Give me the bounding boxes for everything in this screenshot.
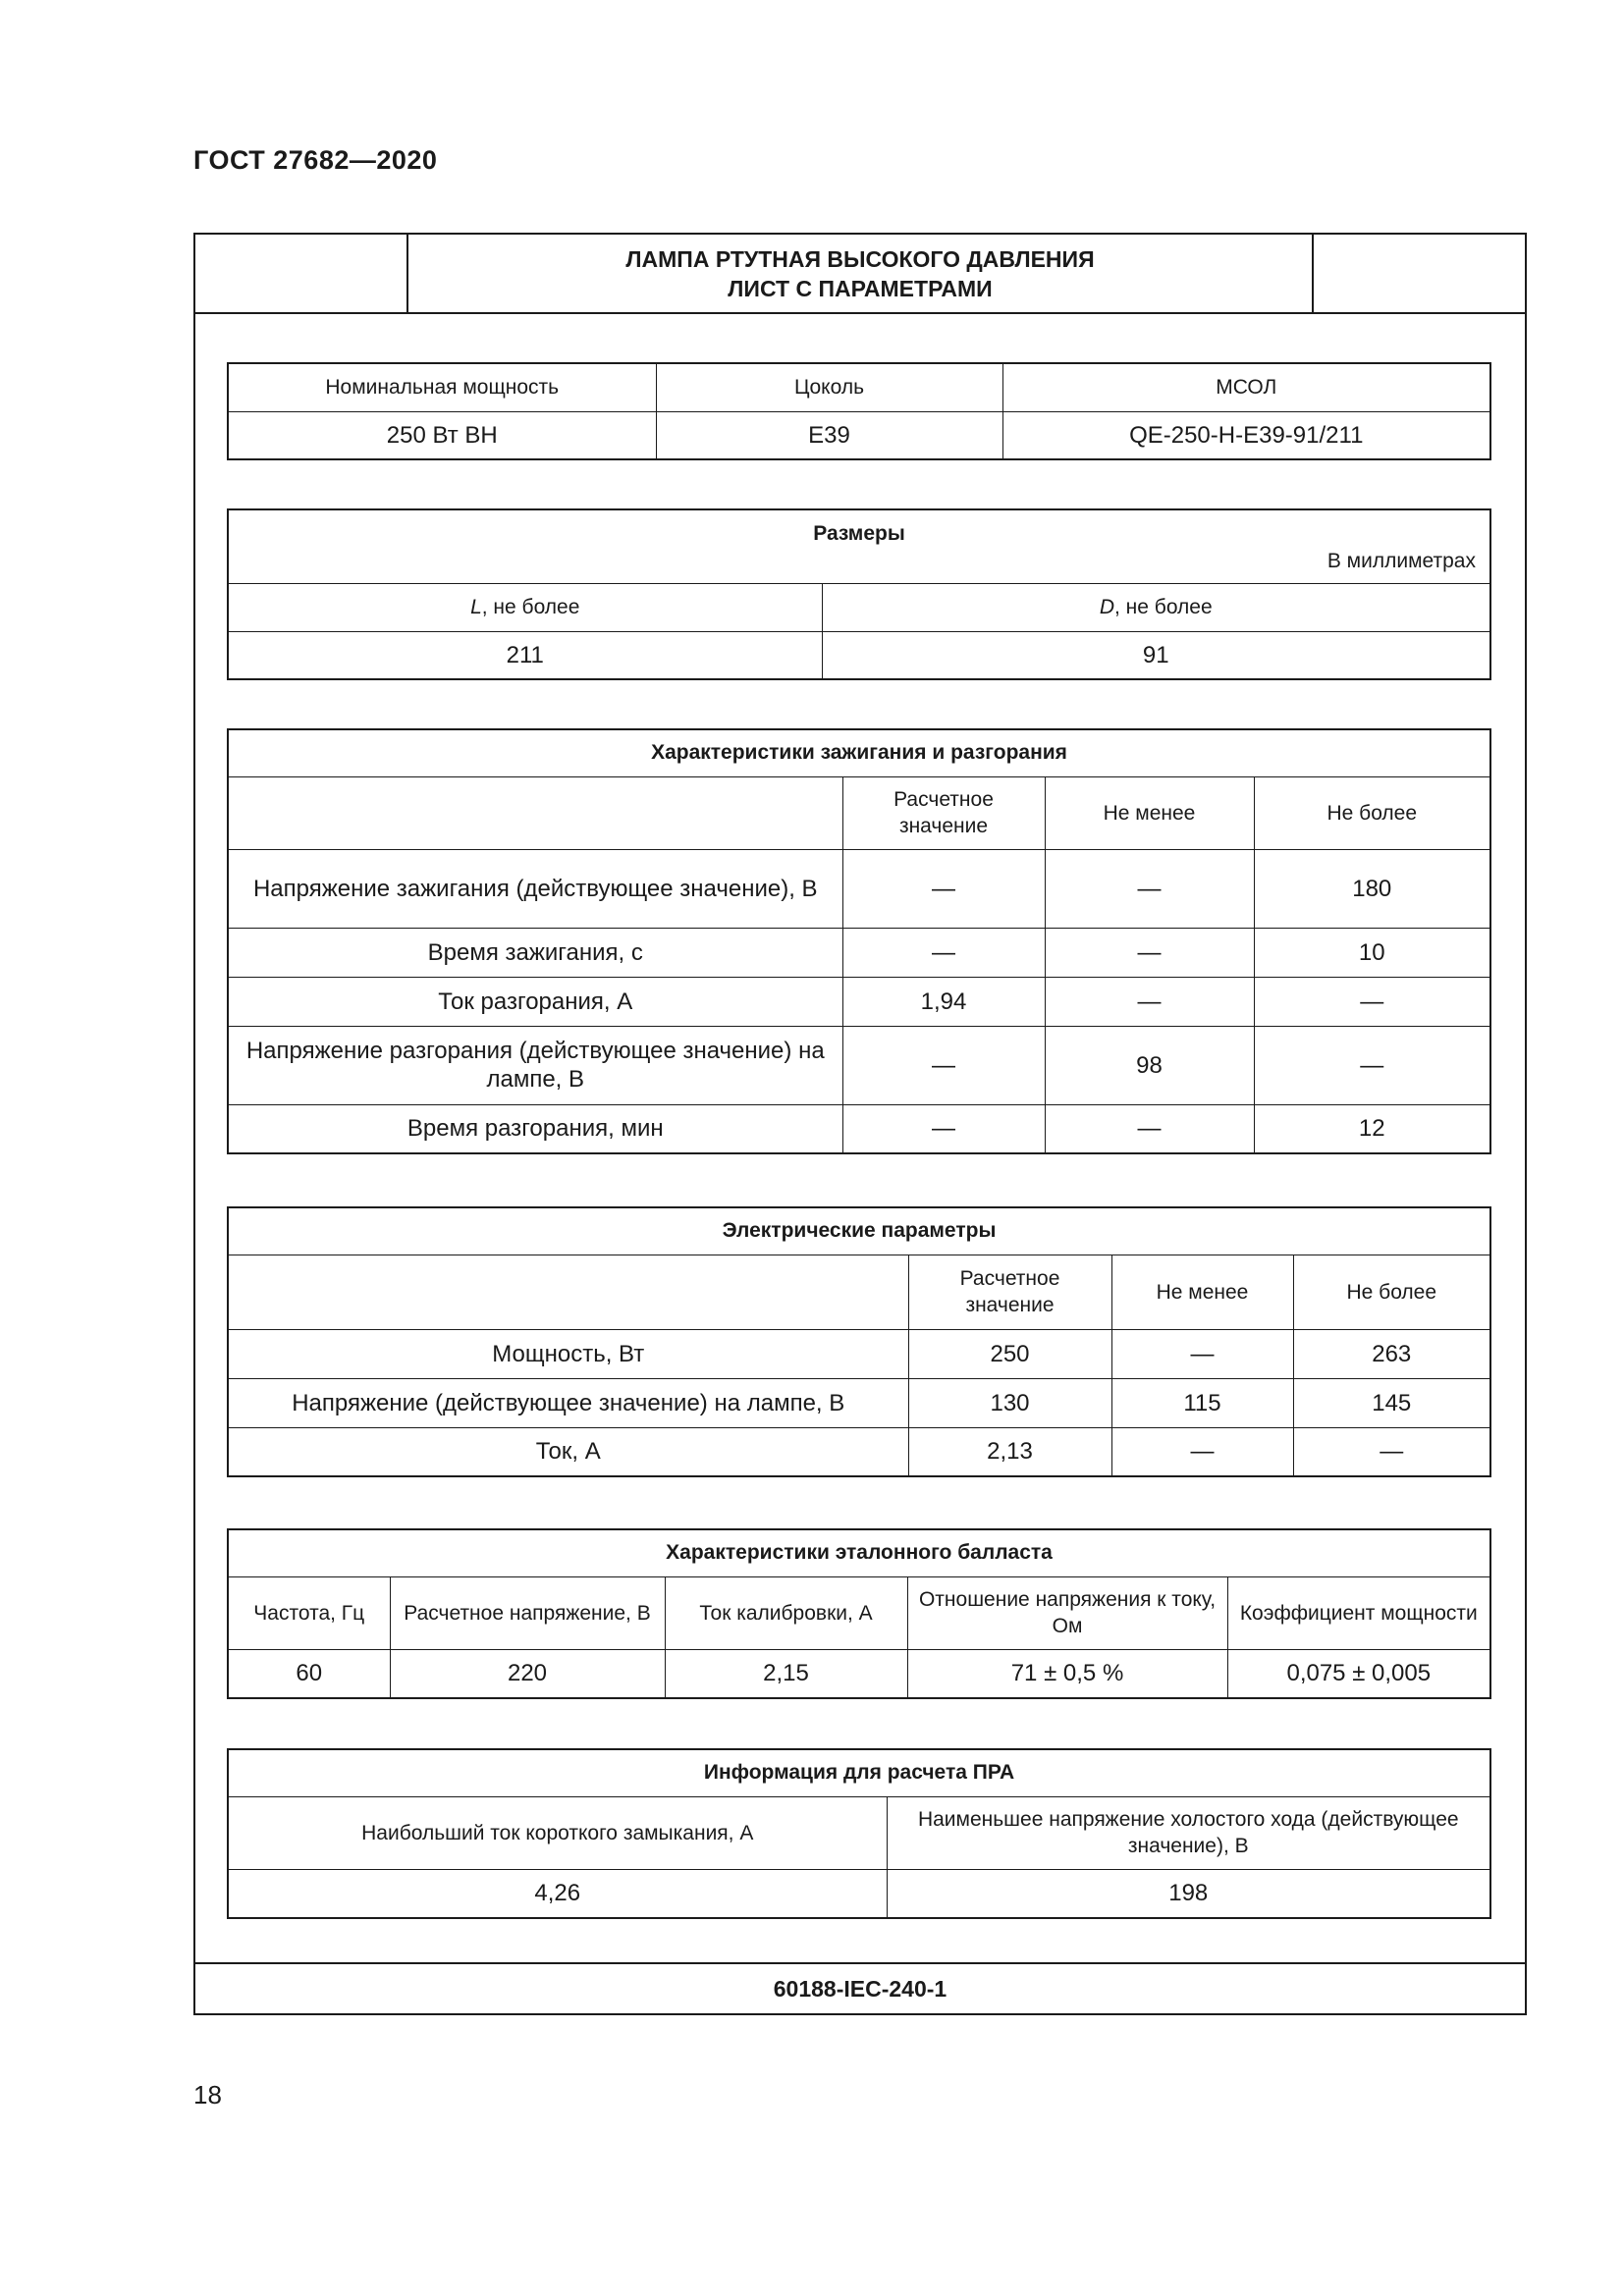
value-cell: 263: [1293, 1329, 1490, 1378]
header-cell: Цоколь: [656, 363, 1002, 411]
header-cell: [822, 583, 1490, 631]
table-caption: Характеристики зажигания и разгорания: [228, 729, 1490, 776]
table-row: [228, 583, 1490, 631]
value-cell: —: [842, 849, 1045, 928]
header-cell: Наибольший ток короткого замыкания, А: [228, 1796, 887, 1869]
value-cell: —: [1111, 1329, 1293, 1378]
value-cell: —: [1293, 1427, 1490, 1476]
table-caption: Электрические параметры: [228, 1207, 1490, 1255]
value-cell: —: [1254, 1026, 1490, 1104]
ignition-table: [227, 728, 1491, 1154]
value-cell: 2,15: [665, 1649, 907, 1698]
value-cell: 211: [228, 631, 822, 679]
parameter-sheet: [193, 233, 1527, 2015]
header-cell: Не более: [1293, 1255, 1490, 1329]
value-cell: 4,26: [228, 1869, 887, 1918]
table-row: [228, 631, 1490, 679]
lamp-identification-table: [227, 362, 1491, 460]
table-row: [228, 509, 1490, 583]
value-cell: 60: [228, 1649, 390, 1698]
value-cell: 250 Вт ВН: [228, 411, 656, 459]
header-text: , не более: [481, 596, 580, 618]
table-row: [228, 1026, 1490, 1104]
value-cell: —: [842, 1104, 1045, 1153]
electrical-table: [227, 1206, 1491, 1477]
value-cell: 198: [887, 1869, 1490, 1918]
table-caption: [228, 509, 1490, 583]
row-label: Мощность, Вт: [228, 1329, 908, 1378]
table-row: [228, 1796, 1490, 1869]
table-row: [228, 977, 1490, 1026]
value-cell: —: [1045, 928, 1254, 977]
table-row: [228, 1378, 1490, 1427]
table-row: [228, 1427, 1490, 1476]
header-cell: Отношение напряжения к току, Ом: [907, 1576, 1227, 1649]
table-row: [228, 1869, 1490, 1918]
value-cell: 2,13: [908, 1427, 1111, 1476]
table-row: [228, 1207, 1490, 1255]
header-cell: [228, 583, 822, 631]
row-label: Напряжение (действующее значение) на лампе, В: [228, 1378, 908, 1427]
caption-text: Размеры: [813, 522, 905, 545]
value-cell: 115: [1111, 1378, 1293, 1427]
value-cell: —: [1254, 977, 1490, 1026]
title-right-box: [1312, 235, 1525, 312]
row-label: Напряжение разгорания (действующее значение) на лампе, В: [228, 1026, 842, 1104]
title-left-box: [195, 235, 408, 312]
value-cell: 71 ± 0,5 %: [907, 1649, 1227, 1698]
row-label: Напряжение зажигания (действующее значение), В: [228, 849, 842, 928]
table-row: [228, 1104, 1490, 1153]
value-cell: E39: [656, 411, 1002, 459]
sheet-title-bar: [195, 235, 1525, 314]
table-caption: Характеристики эталонного балласта: [228, 1529, 1490, 1576]
table-row: [228, 1649, 1490, 1698]
row-label: Время зажигания, с: [228, 928, 842, 977]
value-cell: 220: [390, 1649, 665, 1698]
empty-header-cell: [228, 1255, 908, 1329]
empty-header-cell: [228, 776, 842, 849]
header-cell: Не менее: [1045, 776, 1254, 849]
row-label: Ток, А: [228, 1427, 908, 1476]
value-cell: 130: [908, 1378, 1111, 1427]
value-cell: 180: [1254, 849, 1490, 928]
header-cell: Номинальная мощность: [228, 363, 656, 411]
header-cell: Расчетное напряжение, В: [390, 1576, 665, 1649]
symbol-d: D: [1099, 596, 1115, 618]
value-cell: —: [1045, 1104, 1254, 1153]
value-cell: 12: [1254, 1104, 1490, 1153]
table-row: [228, 729, 1490, 776]
header-cell: Расчетное значение: [842, 776, 1045, 849]
table-row: [228, 1329, 1490, 1378]
value-cell: 250: [908, 1329, 1111, 1378]
symbol-l: L: [470, 596, 482, 618]
header-cell: Ток калибровки, А: [665, 1576, 907, 1649]
row-label: Ток разгорания, А: [228, 977, 842, 1026]
table-row: [228, 1749, 1490, 1796]
value-cell: 98: [1045, 1026, 1254, 1104]
sheet-title-line-2: ЛИСТ С ПАРАМЕТРАМИ: [728, 275, 993, 301]
table-row: [228, 928, 1490, 977]
value-cell: QE-250-H-E39-91/211: [1002, 411, 1490, 459]
value-cell: 91: [822, 631, 1490, 679]
sheet-title-line-1: ЛАМПА РТУТНАЯ ВЫСОКОГО ДАВЛЕНИЯ: [625, 245, 1095, 272]
sheet-footer-code: 60188-IEC-240-1: [195, 1962, 1525, 2013]
table-row: [228, 776, 1490, 849]
value-cell: —: [842, 1026, 1045, 1104]
table-row: [228, 1255, 1490, 1329]
value-cell: —: [1045, 849, 1254, 928]
header-cell: Не менее: [1111, 1255, 1293, 1329]
header-cell: Наименьшее напряжение холостого хода (действующее значение), В: [887, 1796, 1490, 1869]
value-cell: —: [1111, 1427, 1293, 1476]
value-cell: —: [842, 928, 1045, 977]
page-number: 18: [193, 2080, 222, 2109]
table-row: [228, 1529, 1490, 1576]
document-header: ГОСТ 27682—2020: [193, 145, 438, 175]
header-text: , не более: [1114, 596, 1213, 618]
table-row: [228, 1576, 1490, 1649]
header-cell: Коэффициент мощности: [1227, 1576, 1490, 1649]
table-row: [228, 849, 1490, 928]
header-cell: Не более: [1254, 776, 1490, 849]
ballast-design-table: [227, 1748, 1491, 1919]
header-cell: МСОЛ: [1002, 363, 1490, 411]
value-cell: 10: [1254, 928, 1490, 977]
table-caption: Информация для расчета ПРА: [228, 1749, 1490, 1796]
units-note: В миллиметрах: [1326, 549, 1476, 572]
dimensions-table: [227, 508, 1491, 680]
value-cell: 0,075 ± 0,005: [1227, 1649, 1490, 1698]
value-cell: 1,94: [842, 977, 1045, 1026]
header-cell: Расчетное значение: [908, 1255, 1111, 1329]
value-cell: —: [1045, 977, 1254, 1026]
ballast-table: [227, 1528, 1491, 1699]
header-cell: Частота, Гц: [228, 1576, 390, 1649]
sheet-title: [408, 235, 1312, 312]
table-row: [228, 363, 1490, 411]
row-label: Время разгорания, мин: [228, 1104, 842, 1153]
value-cell: 145: [1293, 1378, 1490, 1427]
table-row: [228, 411, 1490, 459]
